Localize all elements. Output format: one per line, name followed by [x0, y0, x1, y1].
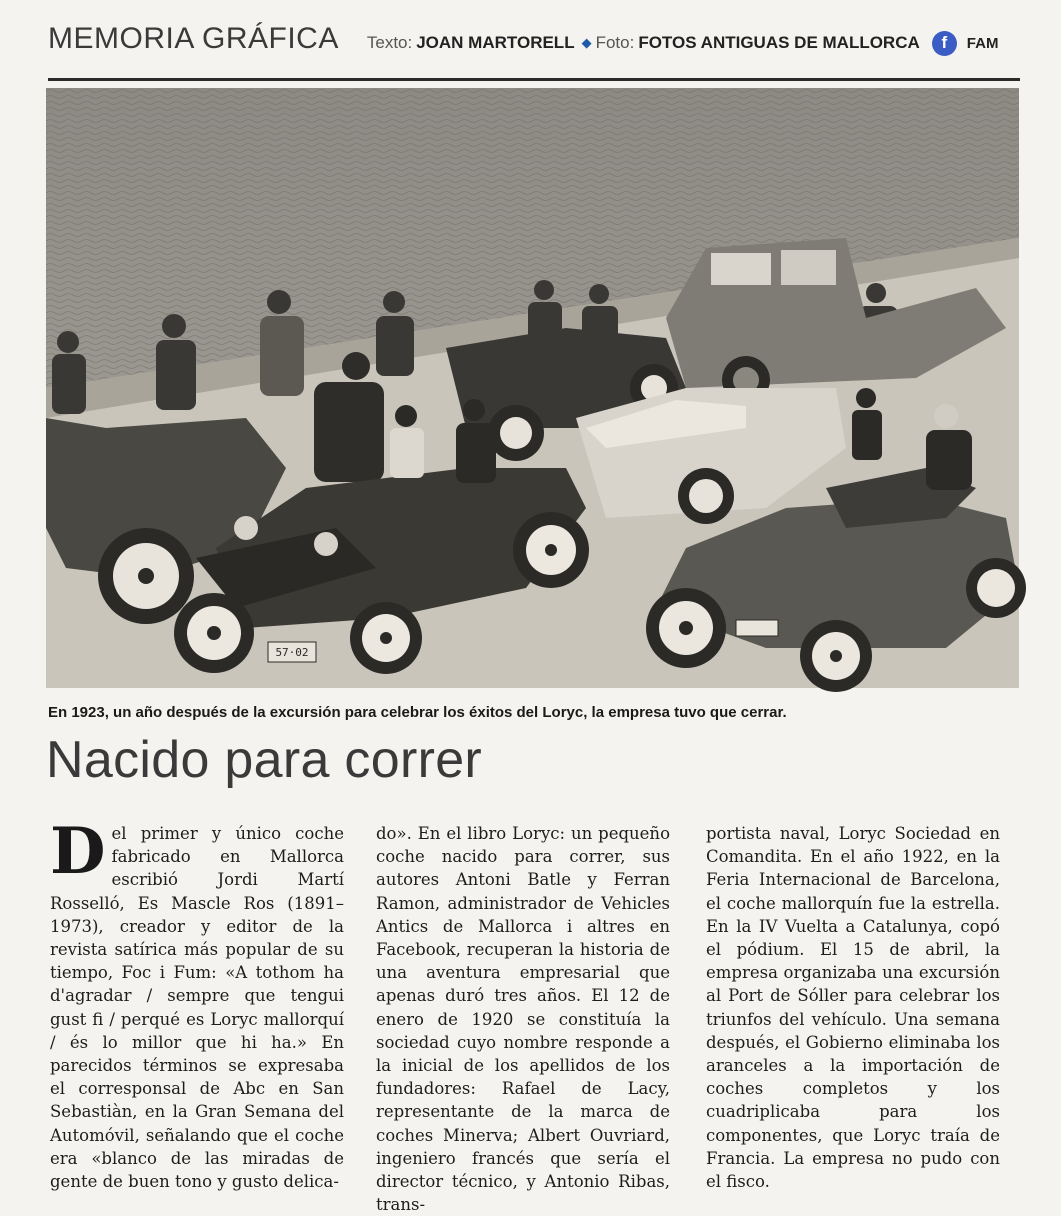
drop-cap: D — [50, 814, 106, 889]
credits — [367, 31, 999, 56]
section-title: MEMORIA GRÁFICA — [48, 22, 339, 55]
fam-label: FAM — [966, 34, 999, 52]
article-column-1 — [50, 814, 344, 1192]
photo-source: FOTOS ANTIGUAS DE MALLORCA — [638, 33, 920, 52]
article-headline: Nacido para correr — [46, 731, 483, 789]
photo-caption: En 1923, un año después de la excursión para celebrar los éxitos del Loryc, la empresa tuvo que cerrar. — [48, 704, 787, 721]
historic-photo — [46, 88, 1019, 688]
text-author: JOAN MARTORELL — [416, 33, 575, 52]
text-label: Texto: — [366, 33, 413, 52]
page-header — [48, 22, 1020, 66]
facebook-icon[interactable]: f — [932, 31, 957, 56]
column-2-text: do». En el libro Loryc: un pequeño coche nacido para correr, sus autores Antoni Batle y Ferran Ramon, administrador de Vehicles Antics de Mallorca i altres en Facebook, recuperan la historia de una aventura empresarial que apenas duró tres años. El 12 de enero de 1920 se constituía la sociedad cuyo nombre responde a la inicial de los apellidos de los fundadores: Rafael de Lacy, representante de la marca de coches Minerva; Albert Ouvriard, ingeniero francés que sería el director técnico, y Antonio Ribas, trans- — [376, 824, 670, 1215]
license-plate: 57·02 — [275, 646, 309, 659]
diamond-icon: ◆ — [581, 35, 592, 50]
column-3-text: portista naval, Loryc Sociedad en Comandita. En el año 1922, en la Feria Internacional de Barcelona, el coche mallorquín fue la estrella. En la IV Vuelta a Catalunya, copó el pódium. El 15 de abril, la empresa organizaba una excursión al Port de Sóller para celebrar los triunfos del vehículo. Una semana después, el Gobierno eliminaba los aranceles a la importación de coches completos y los cuadriplicaba para los componentes, que Loryc traía de Francia. La empresa no pudo con el fisco. — [706, 824, 1000, 1192]
column-1-text: el primer y único coche fabricado en Mallorca escribió Jordi Martí Rosselló, Es Mascle Ros (1891–1973), creador y editor de la revista satírica más popular de su tiempo, Foc i Fum: «A tothom ha d'agradar / sempre que tengui gust fi / perqué es Loryc mallorquí / és lo millor que hi ha.» En parecidos términos se expresaba el corresponsal de Abc en San Sebastiàn, en la Gran Semana del Automóvil, señalando que el coche era «blanco de las miradas de gente de buen tono y gusto delica- — [50, 824, 344, 1192]
photo-illustration — [46, 88, 1019, 688]
article-column-2 — [376, 822, 670, 1215]
header-rule — [48, 78, 1020, 81]
photo-label: Foto: — [595, 33, 635, 52]
article-column-3 — [706, 822, 1000, 1192]
